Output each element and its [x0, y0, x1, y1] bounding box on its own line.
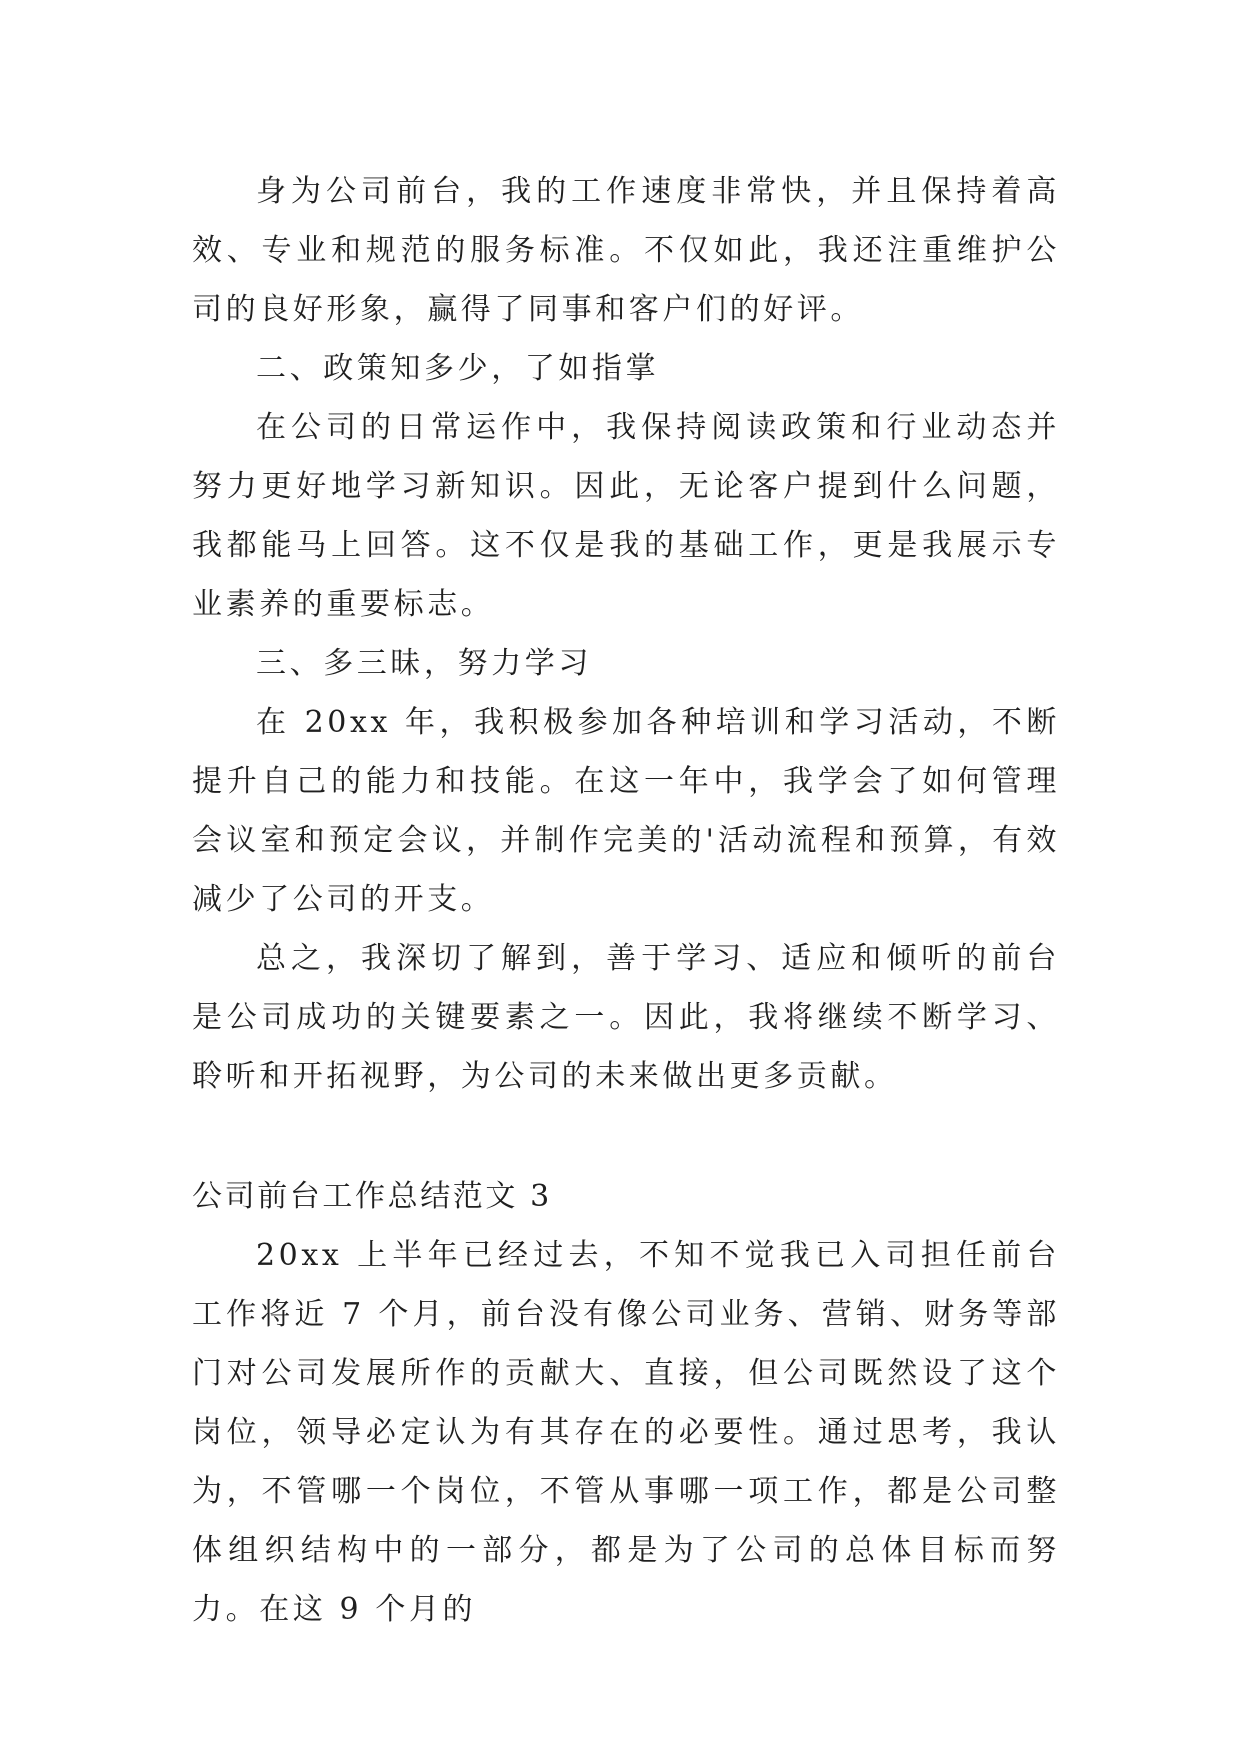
- paragraph-half-year-review: 20xx 上半年已经过去，不知不觉我已入司担任前台工作将近 7 个月，前台没有像公司业务、营销、财务等部门对公司发展所作的贡献大、直接，但公司既然设了这个岗位，领导必定认为有其存在的必要性。通过思考，我认为，不管哪一个岗位，不管从事哪一项工作，都是公司整体组织结构中的一部分，都是为了公司的总体目标而努力。在这 9 个月的: [192, 1238, 1060, 1627]
- paragraph-summary: 总之，我深切了解到，善于学习、适应和倾听的前台是公司成功的关键要素之一。因此，我将继续不断学习、聆听和开拓视野，为公司的未来做出更多贡献。: [192, 941, 1060, 1094]
- paragraph-front-desk-efficiency: 身为公司前台，我的工作速度非常快，并且保持着高效、专业和规范的服务标准。不仅如此，我还注重维护公司的良好形象，赢得了同事和客户们的好评。: [192, 174, 1060, 327]
- document-body: [192, 162, 1060, 1639]
- paragraph-policy-knowledge: 在公司的日常运作中，我保持阅读政策和行业动态并努力更好地学习新知识。因此，无论客户提到什么问题，我都能马上回答。这不仅是我的基础工作，更是我展示专业素养的重要标志。: [192, 410, 1060, 622]
- paragraph-training: 在 20xx 年，我积极参加各种培训和学习活动，不断提升自己的能力和技能。在这一年中，我学会了如何管理会议室和预定会议，并制作完美的'活动流程和预算，有效减少了公司的开支。: [192, 705, 1060, 917]
- document-title-sample-3: 公司前台工作总结范文 3: [192, 1179, 552, 1214]
- section-heading-two: 二、政策知多少，了如指掌: [256, 351, 660, 386]
- section-heading-three: 三、多三昧，努力学习: [256, 646, 592, 681]
